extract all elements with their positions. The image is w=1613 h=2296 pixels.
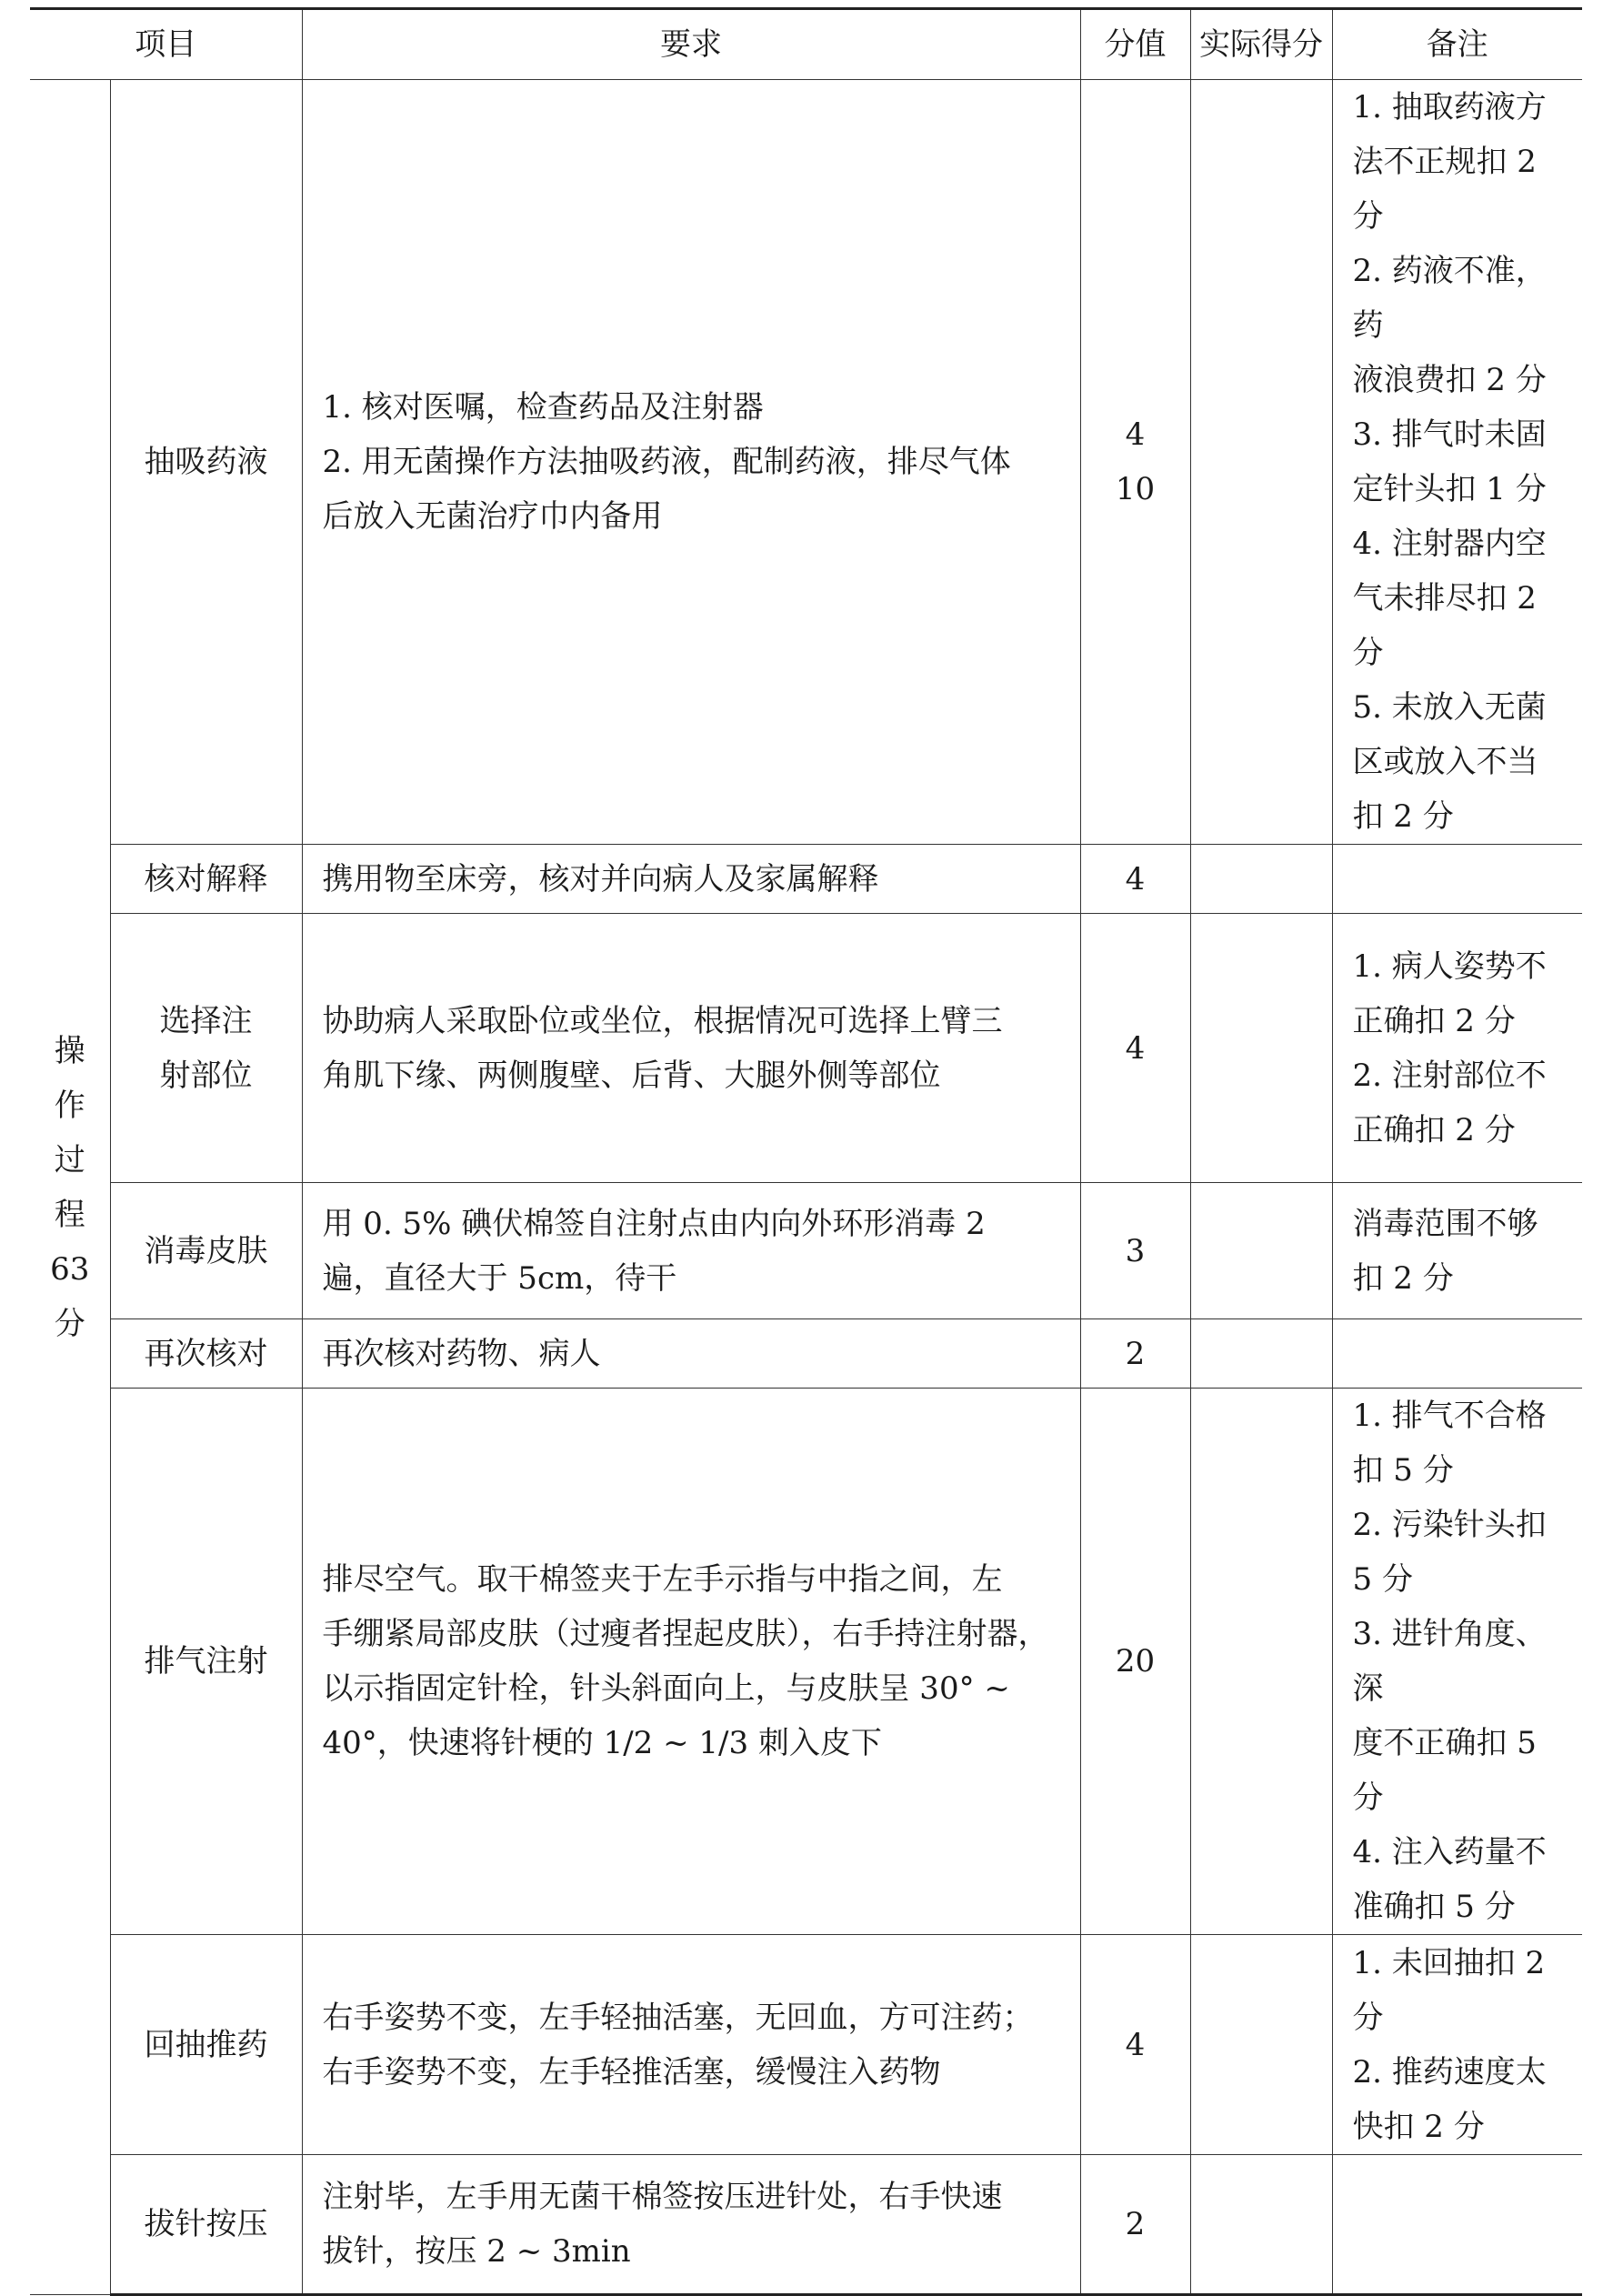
remark-cell	[1332, 1319, 1582, 1389]
header-item: 项目	[30, 9, 302, 80]
remark-cell: 1. 排气不合格 扣 5 分 2. 污染针头扣 5 分 3. 进针角度、深 度不正确扣 5 分 4. 注入药量不 准确扣 5 分	[1332, 1389, 1582, 1935]
requirement-cell: 1. 核对医嘱，检查药品及注射器 2. 用无菌操作方法抽吸药液，配制药液，排尽气体 后放入无菌治疗巾内备用	[302, 80, 1080, 845]
requirement-cell: 用 0. 5% 碘伏棉签自注射点由内向外环形消毒 2 遍，直径大于 5cm，待干	[302, 1183, 1080, 1319]
score-cell: 3	[1080, 1183, 1190, 1319]
remark-cell	[1332, 2155, 1582, 2295]
table-row	[30, 914, 1582, 1183]
requirement-cell: 携用物至床旁，核对并向病人及家属解释	[302, 845, 1080, 914]
score-cell: 20	[1080, 1389, 1190, 1935]
item-cell: 拔针按压	[110, 2155, 302, 2295]
table-row	[30, 1389, 1582, 1935]
score-cell: 4	[1080, 845, 1190, 914]
actual-score-cell	[1190, 1935, 1332, 2155]
header-remark: 备注	[1332, 9, 1582, 80]
actual-score-cell	[1190, 1319, 1332, 1389]
score-cell: 4	[1080, 914, 1190, 1183]
item-cell: 再次核对	[110, 1319, 302, 1389]
header-requirement: 要求	[302, 9, 1080, 80]
table-row	[30, 80, 1582, 845]
item-cell: 消毒皮肤	[110, 1183, 302, 1319]
score-cell: 2	[1080, 2155, 1190, 2295]
remark-cell: 1. 抽取药液方 法不正规扣 2 分 2. 药液不准，药 液浪费扣 2 分 3. 排气时未固 定针头扣 1 分 4. 注射器内空 气未排尽扣 2 分 5. 未放入无菌 区或放入不当 扣 2 分	[1332, 80, 1582, 845]
item-cell: 抽吸药液	[110, 80, 302, 845]
remark-cell	[1332, 845, 1582, 914]
item-cell: 核对解释	[110, 845, 302, 914]
scoring-table-page	[30, 7, 1582, 2296]
scoring-table	[30, 7, 1582, 2296]
table-row	[30, 1183, 1582, 1319]
header-row	[30, 9, 1582, 80]
actual-score-cell	[1190, 1389, 1332, 1935]
score-cell: 2	[1080, 1319, 1190, 1389]
actual-score-cell	[1190, 80, 1332, 845]
actual-score-cell	[1190, 2155, 1332, 2295]
requirement-cell: 排尽空气。取干棉签夹于左手示指与中指之间，左 手绷紧局部皮肤（过瘦者捏起皮肤），右手持注射器， 以示指固定针栓，针头斜面向上，与皮肤呈 30° ~ 40°，快速将针梗的 1/2 ~ 1/3 刺入皮下	[302, 1389, 1080, 1935]
requirement-cell: 右手姿势不变，左手轻抽活塞，无回血，方可注药； 右手姿势不变，左手轻推活塞，缓慢注入药物	[302, 1935, 1080, 2155]
remark-cell: 消毒范围不够 扣 2 分	[1332, 1183, 1582, 1319]
score-cell: 4 10	[1080, 80, 1190, 845]
table-row	[30, 845, 1582, 914]
item-cell: 回抽推药	[110, 1935, 302, 2155]
item-cell: 排气注射	[110, 1389, 302, 1935]
actual-score-cell	[1190, 1183, 1332, 1319]
score-cell: 4	[1080, 1935, 1190, 2155]
header-score: 分值	[1080, 9, 1190, 80]
requirement-cell: 再次核对药物、病人	[302, 1319, 1080, 1389]
requirement-cell: 注射毕，左手用无菌干棉签按压进针处，右手快速 拔针，按压 2 ~ 3min	[302, 2155, 1080, 2295]
remark-cell: 1. 病人姿势不 正确扣 2 分 2. 注射部位不 正确扣 2 分	[1332, 914, 1582, 1183]
table-row	[30, 1319, 1582, 1389]
header-actual: 实际得分	[1190, 9, 1332, 80]
requirement-cell: 协助病人采取卧位或坐位，根据情况可选择上臂三 角肌下缘、两侧腹壁、后背、大腿外侧等部位	[302, 914, 1080, 1183]
section-label: 操 作 过 程 63 分	[30, 80, 110, 2295]
item-cell: 选择注 射部位	[110, 914, 302, 1183]
table-row	[30, 1935, 1582, 2155]
remark-cell: 1. 未回抽扣 2 分 2. 推药速度太 快扣 2 分	[1332, 1935, 1582, 2155]
actual-score-cell	[1190, 845, 1332, 914]
actual-score-cell	[1190, 914, 1332, 1183]
table-row	[30, 2155, 1582, 2295]
